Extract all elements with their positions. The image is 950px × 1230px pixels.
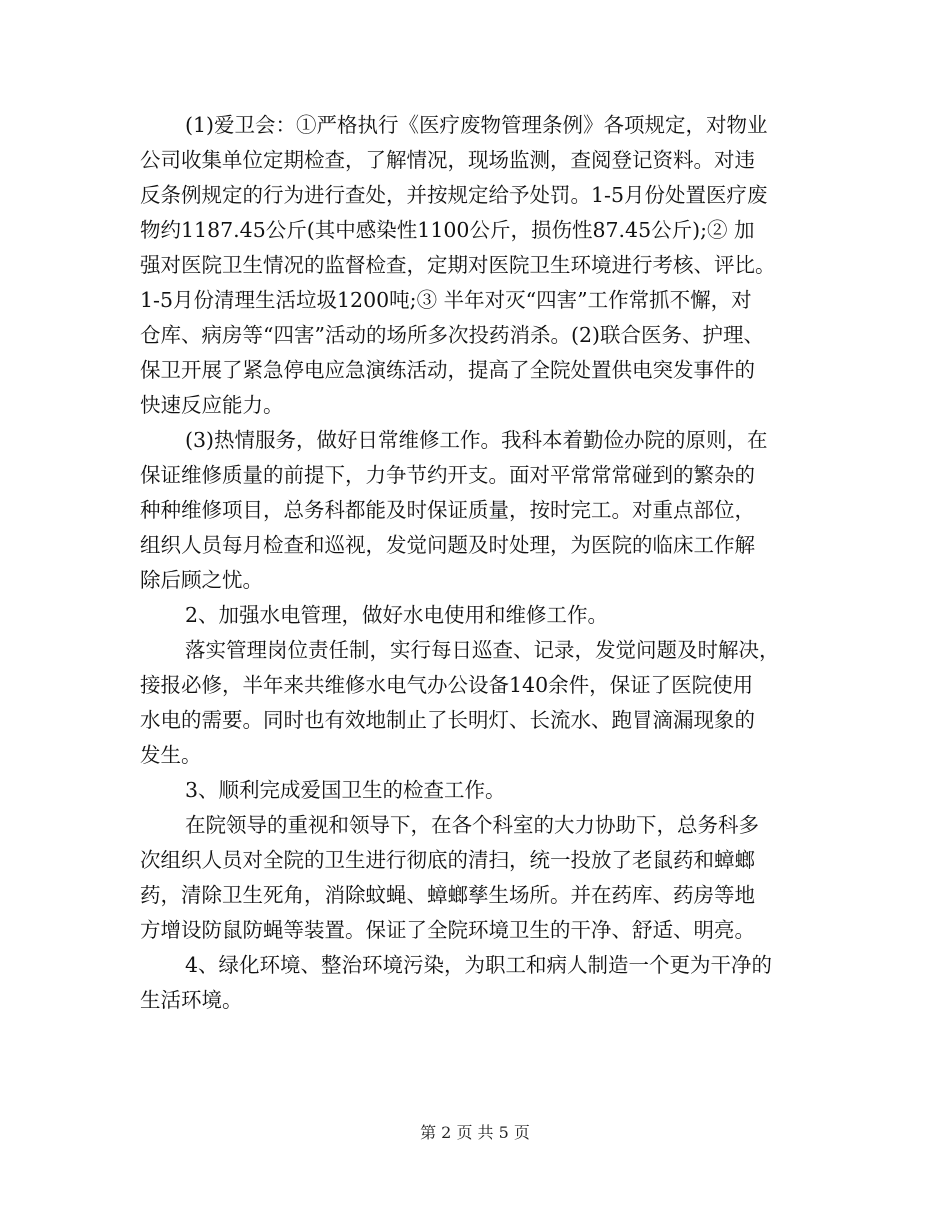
text-line: (3)热情服务，做好日常维修工作。我科本着勤俭办院的原则，在 [185,428,768,452]
text-line: 反条例规定的行为进行查处，并按规定给予处罚。1-5月份处置医疗废 [140,183,768,207]
text-line: 次组织人员对全院的卫生进行彻底的清扫，统一投放了老鼠药和蟑螂 [140,848,755,872]
text-line: 3、顺利完成爱国卫生的检查工作。 [185,778,506,802]
text-line: 保卫开展了紧急停电应急演练活动，提高了全院处置供电突发事件的 [140,358,755,382]
text-line: 种种维修项目，总务科都能及时保证质量，按时完工。对重点部位， [140,498,755,522]
text-line: 接报必修，半年来共维修水电气办公设备140余件，保证了医院使用 [140,673,754,697]
text-line: 发生。 [140,743,202,767]
text-line: 快速反应能力。 [140,393,284,417]
text-line: 除后顾之忧。 [140,568,263,592]
text-line: 4、绿化环境、整治环境污染，为职工和病人制造一个更为干净的 [185,953,773,977]
text-line: 方增设防鼠防蝇等装置。保证了全院环境卫生的干净、舒适、明亮。 [140,918,755,942]
text-line: (1)爱卫会：①严格执行《医疗废物管理条例》各项规定，对物业 [185,113,768,137]
text-line: 保证维修质量的前提下，力争节约开支。面对平常常常碰到的繁杂的 [140,463,755,487]
text-line: 仓库、病房等“四害”活动的场所多次投药消杀。(2)联合医务、护理、 [140,323,764,347]
text-line: 1-5月份清理生活垃圾1200吨;③ 半年对灭“四害”工作常抓不懈，对 [140,288,752,312]
text-line: 公司收集单位定期检查，了解情况，现场监测，查阅登记资料。对违 [140,148,755,172]
document-body [140,108,820,1018]
text-line: 物约1187.45公斤(其中感染性1100公斤，损伤性87.45公斤);② 加 [140,218,755,242]
text-line: 强对医院卫生情况的监督检查，定期对医院卫生环境进行考核、评比。 [140,253,776,277]
text-line: 在院领导的重视和领导下，在各个科室的大力协助下，总务科多 [185,813,759,837]
page-footer: 第 2 页 共 5 页 [420,1123,530,1142]
text-line: 生活环境。 [140,988,243,1012]
text-line: 2、加强水电管理，做好水电使用和维修工作。 [185,603,609,627]
text-line: 落实管理岗位责任制，实行每日巡查、记录，发觉问题及时解决， [185,638,780,662]
text-line: 水电的需要。同时也有效地制止了长明灯、长流水、跑冒滴漏现象的 [140,708,755,732]
text-line: 组织人员每月检查和巡视，发觉问题及时处理，为医院的临床工作解 [140,533,755,557]
text-line: 药，清除卫生死角，消除蚊蝇、蟑螂孳生场所。并在药库、药房等地 [140,883,755,907]
